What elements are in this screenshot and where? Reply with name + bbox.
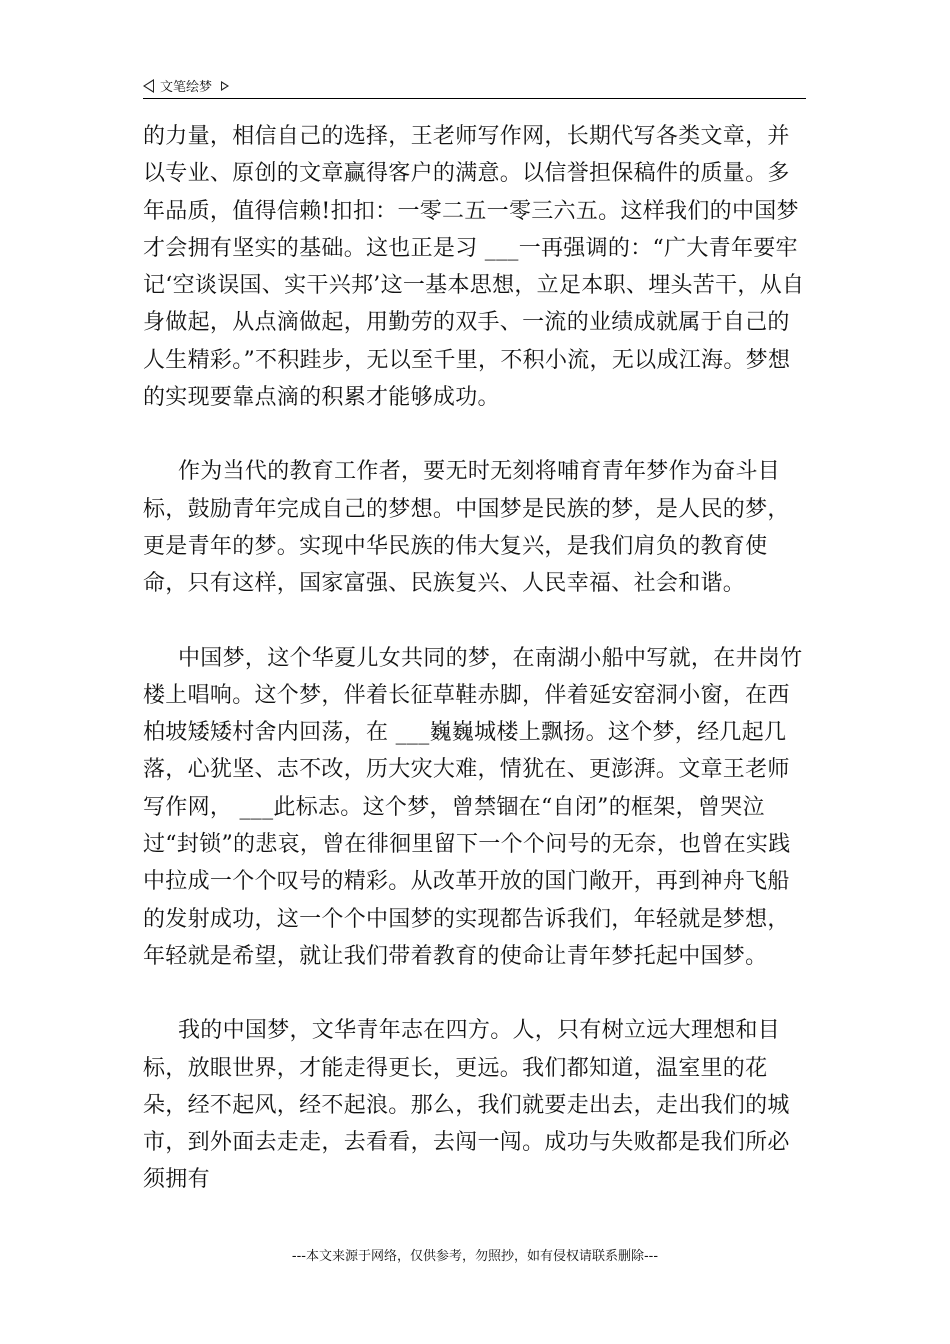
paragraph-gap — [143, 603, 809, 640]
page-header — [143, 74, 806, 99]
footer-notice: ---本文来源于网络，仅供参考，勿照抄，如有侵权请联系删除--- — [291, 1249, 659, 1264]
paragraph-2: 作为当代的教育工作者，要无时无刻将哺育青年梦作为奋斗目标，鼓励青年完成自己的梦想。中国梦是民族的梦，是人民的梦，更是青年的梦。实现中华民族的伟大复兴，是我们肩负的教育使命，只有这样，国家富强、民族复兴、人民幸福、社会和谐。 — [143, 459, 790, 597]
header-row — [143, 76, 229, 95]
paragraph-gap — [143, 975, 809, 1012]
paragraph-3: 中国梦，这个华夏儿女共同的梦，在南湖小船中写就，在井岗竹楼上唱响。这个梦，伴着长征草鞋赤脚，伴着延安窑洞小窗，在西柏坡矮矮村舍内回荡，在 ___巍巍城楼上飘扬。这个梦，经几起几落，心犹坚、志不改，历大灾大难，情犹在、更澎湃。文章王老师写作网， ___此标志。这个梦，曾禁锢在“自闭”的框架，曾哭泣过“封锁”的悲哀，曾在徘徊里留下一个个问号的无奈，也曾在实践中拉成一个个叹号的精彩。从改革开放的国门敞开，再到神舟飞船的发射成功，这一个个中国梦的实现都告诉我们，年轻就是梦想，年轻就是希望，就让我们带着教育的使命让青年梦托起中国梦。 — [143, 645, 803, 969]
paragraph-1: 的力量，相信自己的选择，王老师写作网，长期代写各类文章，并以专业、原创的文章赢得客户的满意。以信誉担保稿件的质量。多年品质，值得信赖!扣扣：一零二五一零三六五。这样我们的中国梦才会拥有坚实的基础。这也正是习 ___一再强调的：“广大青年要牢记‘空谈误国、实干兴邦’这一基本思想，立足本职、埋头苦干，从自身做起，从点滴做起，用勤劳的双手、一流的业绩成就属于自己的人生精彩。”不积跬步，无以至千里，不积小流，无以成江海。梦想的实现要靠点滴的积累才能够成功。 — [143, 124, 805, 411]
triangle-left-icon — [143, 79, 154, 93]
header-title: 文笔绘梦 — [160, 80, 213, 95]
document-body — [143, 118, 809, 1199]
paragraph-gap — [143, 416, 809, 453]
triangle-right-icon — [221, 81, 229, 91]
paragraph-4: 我的中国梦，文华青年志在四方。人，只有树立远大理想和目标，放眼世界，才能走得更长，更远。我们都知道，温室里的花朵，经不起风，经不起浪。那么，我们就要走出去，走出我们的城市，到外面去走走，去看看，去闯一闯。成功与失败都是我们所必须拥有 — [143, 1018, 790, 1193]
